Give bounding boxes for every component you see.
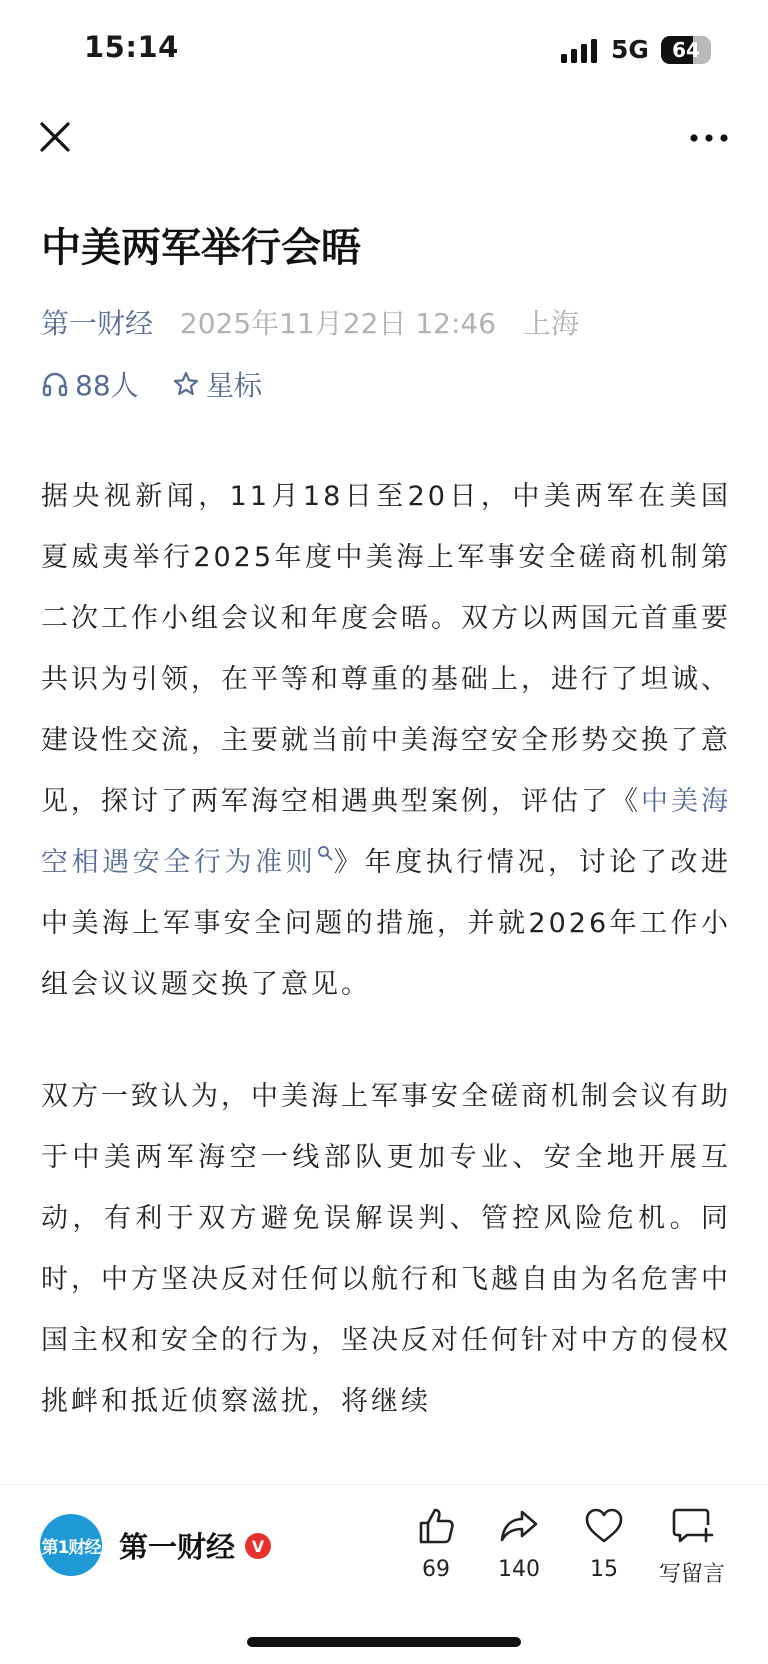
- star-label: 星标: [206, 369, 263, 402]
- article-body: [41, 466, 731, 1432]
- paragraph-1-text-a: 据央视新闻，11月18日至20日，中美两军在美国夏威夷举行2025年度中美海上军事安全磋商机制第二次工作小组会议和年度会晤。双方以两国元首重要共识为引领，在平等和尊重的基础上，进行了坦诚、建设性交流，主要就当前中美海空安全形势交换了意见，探讨了两军海空相遇典型案例，评估了《: [41, 481, 731, 817]
- verified-badge: V: [245, 1533, 271, 1559]
- battery-level: 64: [672, 38, 700, 62]
- headphones-icon: [41, 370, 69, 398]
- share-icon: [498, 1505, 540, 1547]
- account-name[interactable]: 第一财经: [119, 1530, 236, 1564]
- comment-button[interactable]: [647, 1505, 737, 1588]
- paragraph-2: 双方一致认为，中美海上军事安全磋商机制会议有助于中美两军海空一线部队更加专业、安全地开展互动，有利于双方避免误解误判、管控风险危机。同时，中方坚决反对任何以航行和飞越自由为名危害中国主权和安全的行为，坚决反对任何针对中方的侵权挑衅和抵近侦察滋扰，将继续: [41, 1081, 731, 1417]
- close-icon: [36, 118, 76, 158]
- thumbs-up-icon: [415, 1505, 457, 1547]
- listener-count: 88人: [75, 369, 139, 402]
- source-link[interactable]: 第一财经: [41, 307, 154, 340]
- comment-icon: [670, 1505, 714, 1547]
- favorite-count: 15: [590, 1557, 618, 1582]
- paragraph-1-text-b: 》年度执行情况，讨论了改进中美海上军事安全问题的措施，并就2026年工作小组会议议题交换了意见。: [41, 847, 732, 1000]
- battery-icon: [661, 36, 711, 64]
- publish-location: 上海: [522, 307, 579, 340]
- top-nav: [0, 108, 768, 168]
- status-bar: [0, 0, 768, 100]
- heart-icon: [583, 1505, 625, 1547]
- more-icon: [686, 120, 732, 156]
- share-button[interactable]: [479, 1505, 559, 1582]
- star-button[interactable]: [172, 364, 262, 404]
- publish-date: 2025年11月22日 12:46: [179, 307, 497, 340]
- like-button[interactable]: [396, 1505, 476, 1582]
- more-button[interactable]: [686, 120, 732, 156]
- comment-label: 写留言: [658, 1562, 725, 1587]
- search-icon: [317, 845, 333, 861]
- network-type: 5G: [611, 35, 649, 64]
- listen-button[interactable]: [41, 364, 139, 404]
- signal-icon: [561, 39, 601, 63]
- like-count: 69: [422, 1557, 450, 1582]
- account-logo[interactable]: 第1财经: [40, 1514, 102, 1576]
- star-icon: [172, 370, 200, 398]
- article-stats: [41, 364, 731, 404]
- article-meta: [41, 304, 731, 344]
- favorite-button[interactable]: [564, 1505, 644, 1582]
- close-button[interactable]: [36, 118, 76, 158]
- code-of-conduct-link-text: 中美海空相遇安全行为准则: [41, 786, 731, 878]
- bottom-bar: [0, 1484, 768, 1664]
- share-count: 140: [498, 1557, 540, 1582]
- status-time: 15:14: [84, 30, 179, 64]
- home-indicator: [247, 1637, 521, 1647]
- paragraph-1: [41, 466, 731, 1015]
- article-title: 中美两军举行会晤: [41, 225, 361, 271]
